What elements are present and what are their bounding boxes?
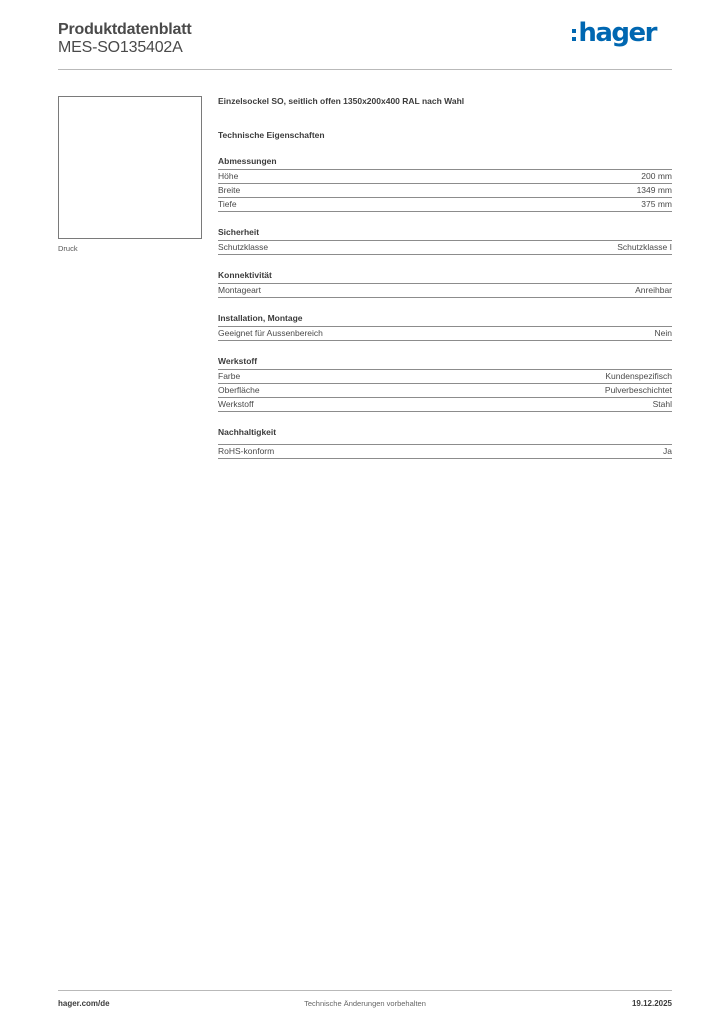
property-label: Montageart <box>218 285 261 295</box>
product-code: MES-SO135402A <box>58 39 183 56</box>
property-label: Schutzklasse <box>218 242 269 252</box>
property-row <box>218 398 672 412</box>
property-value: 1349 mm <box>636 185 672 195</box>
product-image-placeholder <box>58 96 202 239</box>
property-row <box>218 184 672 198</box>
property-label: Werkstoff <box>218 399 254 409</box>
property-label: Farbe <box>218 371 241 381</box>
section-dimensions <box>218 156 672 212</box>
section-material <box>218 356 672 412</box>
property-value: Nein <box>654 328 672 338</box>
property-row <box>218 198 672 212</box>
hager-logo <box>572 19 656 47</box>
footer-date: 19.12.2025 <box>631 999 672 1008</box>
page-header <box>58 18 672 70</box>
property-label: Tiefe <box>218 199 237 209</box>
section-title: Werkstoff <box>218 356 672 370</box>
section-title: Sicherheit <box>218 227 672 241</box>
property-value: Schutzklasse I <box>617 242 672 252</box>
property-label: Höhe <box>218 171 239 181</box>
section-safety <box>218 227 672 255</box>
property-row <box>218 241 672 255</box>
section-title: Nachhaltigkeit <box>218 427 672 445</box>
product-description: Einzelsockel SO, seitlich offen 1350x200x400 RAL nach Wahl <box>218 96 465 106</box>
section-title: Abmessungen <box>218 156 672 170</box>
property-row <box>218 170 672 184</box>
property-value: Stahl <box>652 399 672 409</box>
technical-properties-heading: Technische Eigenschaften <box>218 130 325 140</box>
property-label: Breite <box>218 185 241 195</box>
property-value: Ja <box>663 446 672 456</box>
footer-website: hager.com/de <box>58 999 110 1008</box>
property-row <box>218 284 672 298</box>
property-label: RoHS-konform <box>218 446 275 456</box>
property-value: Kundenspezifisch <box>605 371 672 381</box>
property-value: 375 mm <box>641 199 672 209</box>
footer-notice: Technische Änderungen vorbehalten <box>304 999 426 1008</box>
section-title: Konnektivität <box>218 270 672 284</box>
property-label: Oberfläche <box>218 385 260 395</box>
property-value: Pulverbeschichtet <box>604 385 672 395</box>
property-value: Anreihbar <box>635 285 672 295</box>
product-details <box>218 96 672 459</box>
property-row <box>218 327 672 341</box>
section-title: Installation, Montage <box>218 313 672 327</box>
image-caption: Druck <box>58 244 78 253</box>
property-value: 200 mm <box>641 171 672 181</box>
property-row <box>218 370 672 384</box>
section-connectivity <box>218 270 672 298</box>
page-footer <box>58 990 672 1011</box>
section-sustainability <box>218 427 672 459</box>
logo-text: hager <box>578 18 656 48</box>
document-title: Produktdatenblatt <box>58 21 192 38</box>
section-installation <box>218 313 672 341</box>
property-label: Geeignet für Aussenbereich <box>218 328 323 338</box>
property-row <box>218 384 672 398</box>
logo-dots-icon <box>572 29 576 41</box>
property-row <box>218 445 672 459</box>
